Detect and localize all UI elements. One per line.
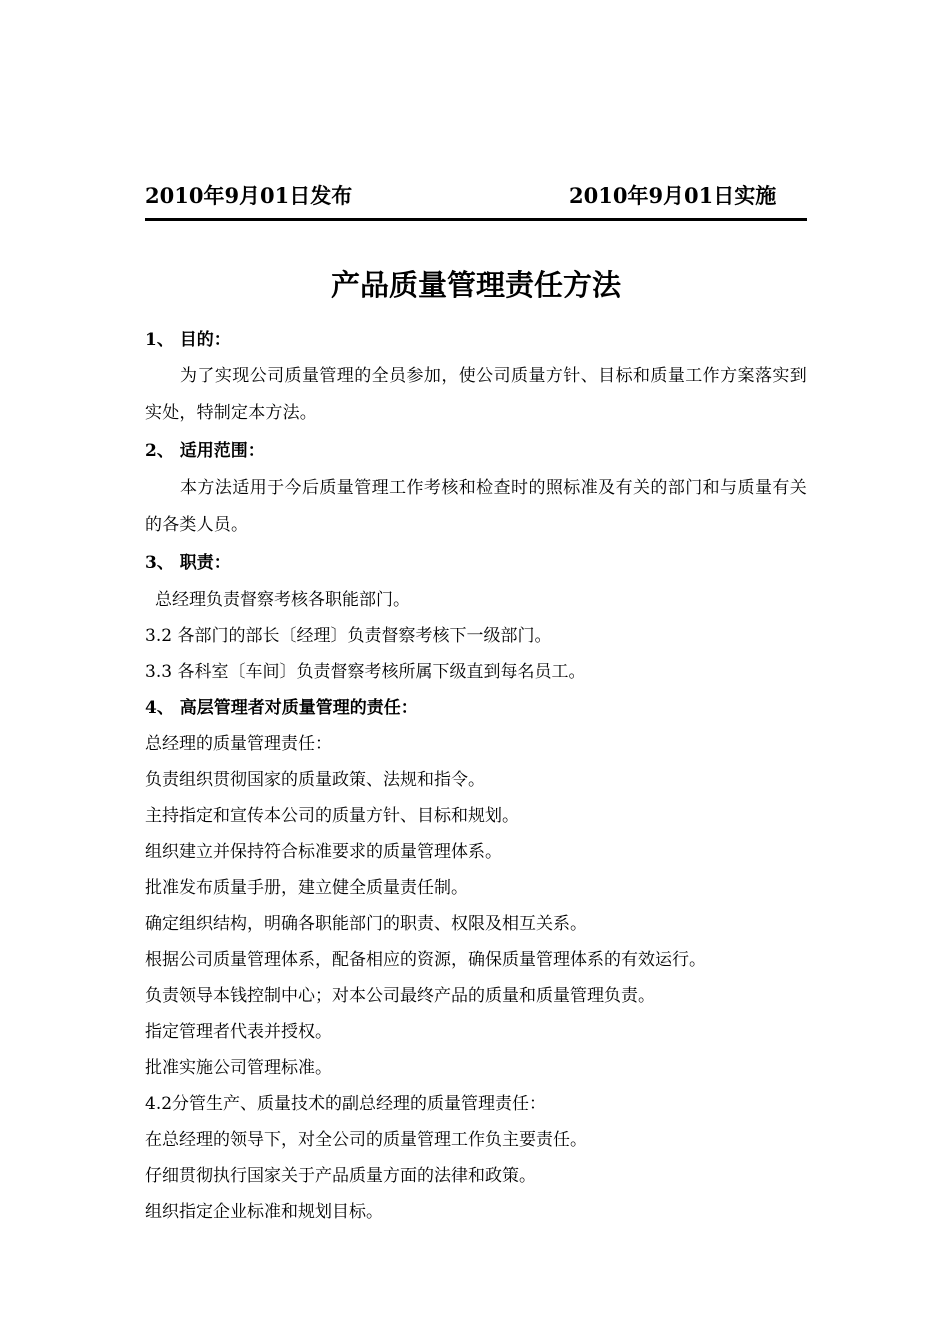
header-divider: [145, 218, 807, 221]
section-3-item: 总经理负责督察考核各职能部门。: [155, 590, 410, 610]
section-4-line: 组织建立并保持符合标准要求的质量管理体系。: [145, 842, 502, 862]
document-title: 产品质量管理责任方法: [330, 268, 621, 302]
section-4-heading: 4、 高层管理者对质量管理的责任：: [145, 698, 418, 718]
date-header: [145, 181, 807, 215]
section-1-body: 为了实现公司质量管理的全员参加，使公司质量方针、目标和质量工作方案落实到实处，特制定本方法。: [145, 366, 807, 423]
section-4-line: 批准发布质量手册，建立健全质量责任制。: [145, 878, 468, 898]
section-4-line: 根据公司质量管理体系，配备相应的资源，确保质量管理体系的有效运行。: [145, 950, 706, 970]
effective-date: 2010年9月01日实施: [569, 183, 777, 208]
section-4-line: 在总经理的领导下，对全公司的质量管理工作负主要责任。: [145, 1130, 587, 1150]
section-4-line: 主持指定和宣传本公司的质量方针、目标和规划。: [145, 806, 519, 826]
section-3-heading: 3、 职责：: [145, 553, 231, 573]
publish-date: 2010年9月01日发布: [145, 183, 353, 208]
section-3-item: 3.2 各部门的部长〔经理〕负责督察考核下一级部门。: [145, 626, 552, 646]
section-4-line: 总经理的质量管理责任：: [145, 734, 332, 754]
section-1-heading: 1、 目的：: [145, 330, 231, 350]
section-4-line: 指定管理者代表并授权。: [145, 1022, 332, 1042]
document-body: [145, 322, 807, 1230]
section-4-line: 组织指定企业标准和规划目标。: [145, 1202, 383, 1222]
section-4-line: 负责领导本钱控制中心；对本公司最终产品的质量和质量管理负责。: [145, 986, 655, 1006]
section-2-body: 本方法适用于今后质量管理工作考核和检查时的照标准及有关的部门和与质量有关的各类人员。: [145, 478, 807, 535]
section-2-heading: 2、 适用范围：: [145, 441, 265, 461]
section-4-line: 4.2分管生产、质量技术的副总经理的质量管理责任：: [145, 1094, 547, 1114]
section-4-line: 确定组织结构，明确各职能部门的职责、权限及相互关系。: [145, 914, 587, 934]
section-4-line: 仔细贯彻执行国家关于产品质量方面的法律和政策。: [145, 1166, 536, 1186]
section-3-item: 3.3 各科室〔车间〕负责督察考核所属下级直到每名员工。: [145, 662, 586, 682]
section-4-line: 批准实施公司管理标准。: [145, 1058, 332, 1078]
section-4-line: 负责组织贯彻国家的质量政策、法规和指令。: [145, 770, 485, 790]
